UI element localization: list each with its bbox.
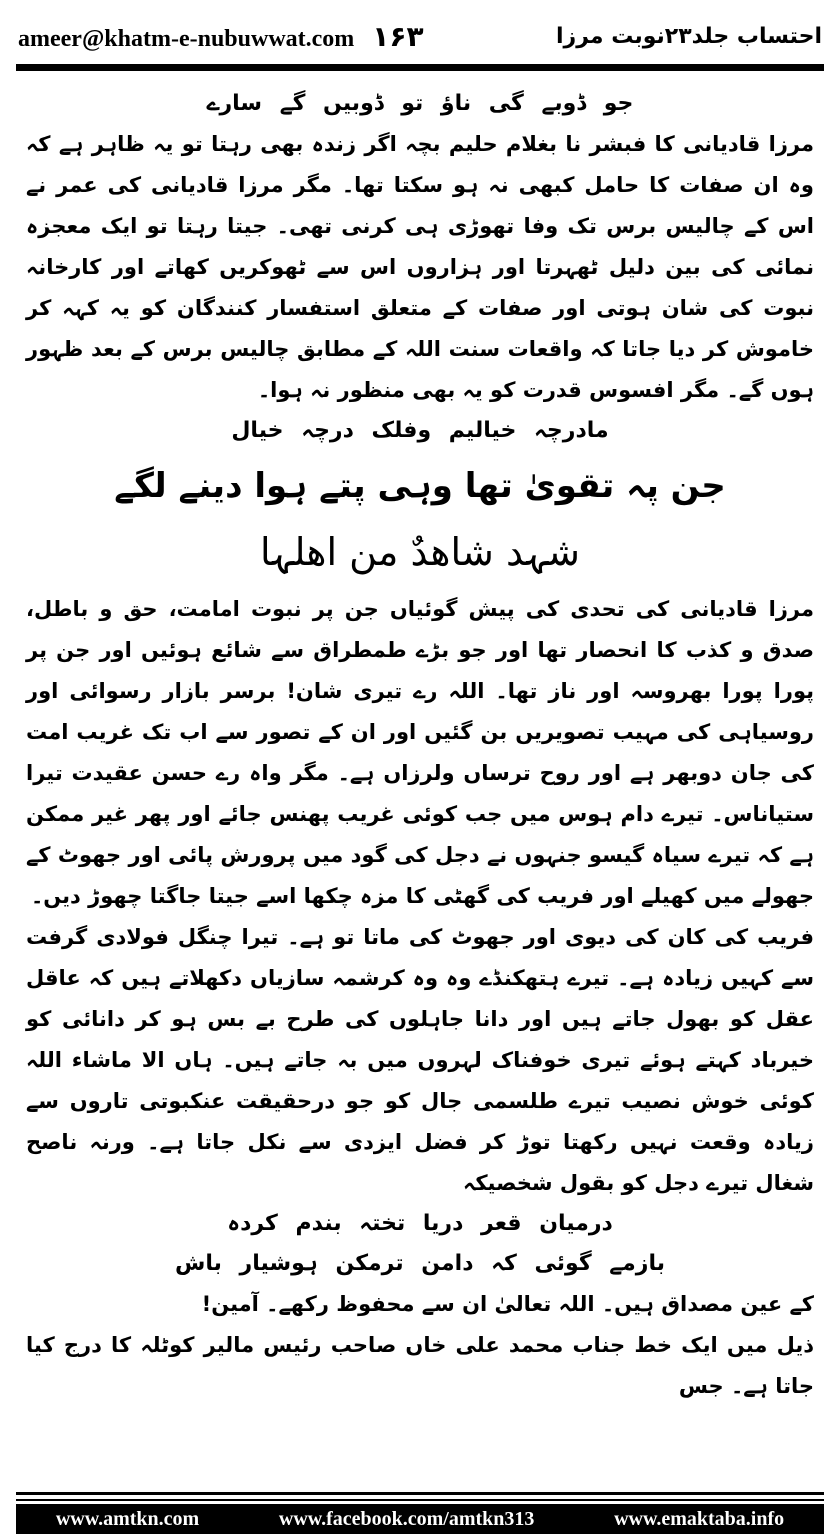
paragraph-4: کے عین مصداق ہیں۔ اللہ تعالیٰ ان سے محفوظ رکھے۔ آمین! [201, 1292, 814, 1316]
verse-line-3: درمیان قعر دریا تختہ بندم کردہ [227, 1211, 613, 1236]
footer-rule-bottom [16, 1499, 824, 1501]
page-header [18, 14, 822, 58]
running-title: احتساب جلد۲۳نوبت مرزا [556, 23, 822, 49]
header-rule [16, 64, 824, 71]
page-body [26, 84, 814, 1484]
paragraph-3: فریب کی کان کی دیوی اور جھوٹ کی ماتا تو ہے۔ تیرا چنگل فولادی گرفت سے کہیں زیادہ ہے۔ تیرے ہتھکنڈے وہ وہ کرشمہ سازیاں دکھلاتے ہیں کہ عاقل عقل کو بھول جاتے ہیں اور دانا جاہلوں کی طرح بے بس ہو کر دانائی کو خیرباد کہتے ہوئے تیری خوفناک لہروں میں بہ جاتے ہیں۔ ہاں الا ماشاء اللہ کوئی خوش نصیب تیرے طلسمی جال کو جو درحقیقت عنکبوتی تاروں سے زیادہ وقعت نہیں رکھتا توڑ کر فضل ایزدی سے نکل جاتا ہے۔ ورنہ ناصح شغال تیرے دجل کو بقول شخصیکہ [26, 925, 814, 1195]
header-left [18, 20, 424, 53]
verse-line-1: جو ڈوبے گی ناؤ تو ڈوبیں گے سارے [206, 91, 634, 116]
page-footer [16, 1504, 824, 1534]
heading-shahid: شہد شاھدٌ من اھلہا [260, 530, 580, 574]
verse-line-4: بازمے گوئی کہ دامن ترمکن ہوشیار باش [175, 1251, 665, 1276]
paragraph-5: ذیل میں ایک خط جناب محمد علی خاں صاحب رئیس مالیر کوٹلہ کا درج کیا جاتا ہے۔ جس [26, 1333, 814, 1398]
footer-link-emaktaba[interactable]: www.emaktaba.info [614, 1507, 785, 1530]
heading-taqwa: جن پہ تقویٰ تھا وہی پتے ہوا دینے لگے [114, 466, 726, 506]
page-number: ۱۶۳ [372, 19, 424, 53]
footer-link-amtkn[interactable]: www.amtkn.com [55, 1507, 200, 1530]
paragraph-1: مرزا قادیانی کا فبشر نا بغلام حلیم بچہ اگر زندہ بھی رہتا تو یہ ظاہر ہے کہ وہ ان صفات کا حامل کبھی نہ ہو سکتا تھا۔ مگر مرزا قادیانی کی عمر نے اس کے چالیس برس تک وفا تھوڑی ہی کرنی تھی۔ جیتا رہتا تو ایک معجزہ نمائی کی بین دلیل ٹھہرتا اور ہزاروں اس سے ٹھوکریں کھاتے اور کارخانہ نبوت کی شان ہوتی اور صفات کے متعلق استفسار کنندگان کو یہ کہہ کر خاموش کر دیا جاتا کہ واقعات سنت اللہ کے مطابق چالیس برس کے بعد ظہور ہوں گے۔ مگر افسوس قدرت کو یہ بھی منظور نہ ہوا۔ [26, 132, 814, 402]
footer-link-facebook[interactable]: www.facebook.com/amtkn313 [278, 1507, 535, 1530]
paragraph-2: مرزا قادیانی کی تحدی کی پیش گوئیاں جن پر نبوت امامت، حق و باطل، صدق و کذب کا انحصار تھا اور جو بڑے طمطراق سے شائع ہوئیں اور جن پر پورا پورا بھروسہ اور ناز تھا۔ اللہ رے تیری شان! برسر بازار رسوائی اور روسیاہی کی مہیب تصویریں بن گئیں اور ان کے تصور سے اب تک غریب امت کی جان دوبھر ہے اور روح ترساں ولرزاں ہے۔ مگر واہ رے حسن عقیدت تیرا ستیاناس۔ تیرے دام ہوس میں جب کوئی غریب پھنس جائے اور پھر غیر ممکن ہے کہ تیرے سیاہ گیسو جنہوں نے دجل کی گود میں پرورش پائی اور جھوٹ کے جھولے میں کھیلے اور فریب کی گھٹی کا مزہ چکھا اسے جیتا جاگتا چھوڑ دیں۔ [26, 597, 814, 908]
footer-rule-top [16, 1492, 824, 1495]
verse-line-2: مادرچہ خیالیم وفلک درچہ خیال [231, 418, 609, 443]
header-email: ameer@khatm-e-nubuwwat.com [18, 25, 355, 52]
